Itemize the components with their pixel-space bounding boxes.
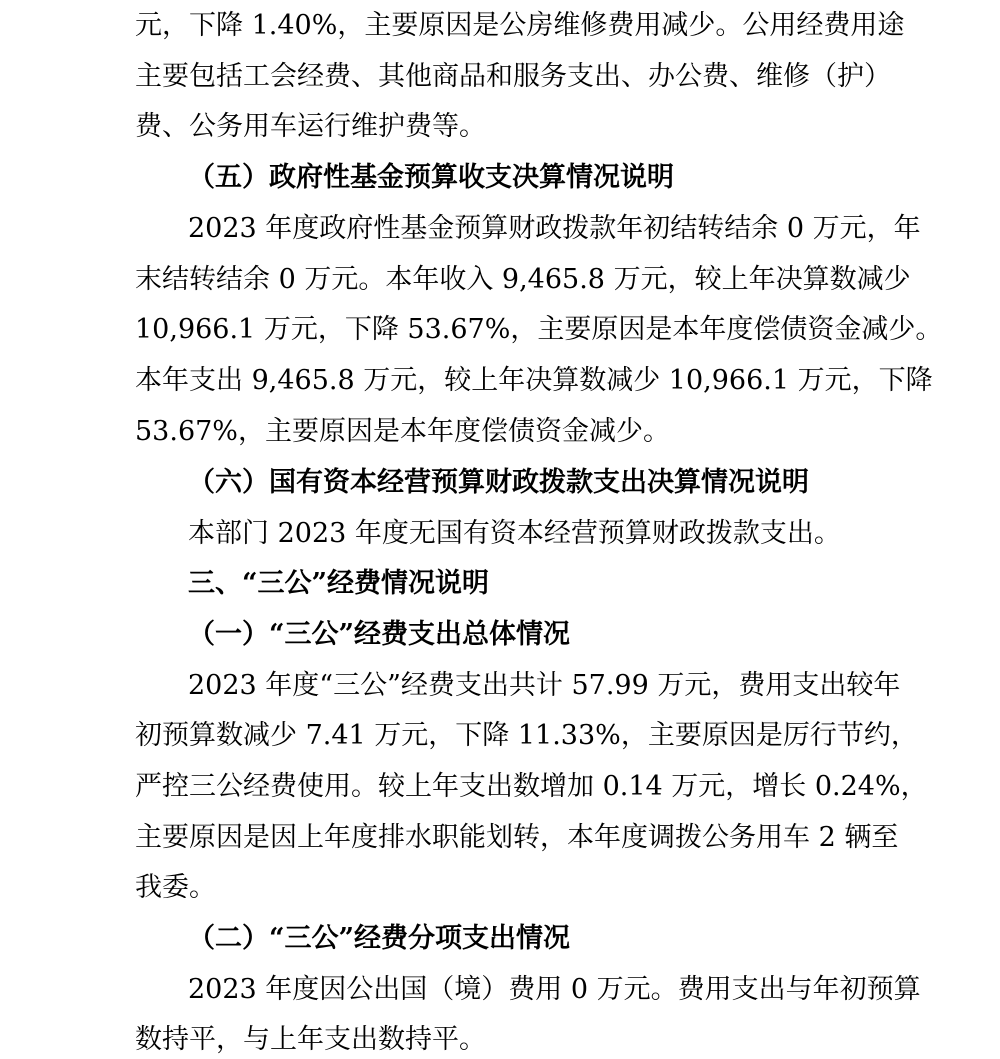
subsection-heading-1: （一）“三公”经费支出总体情况 bbox=[188, 619, 571, 650]
paragraph-line: 2023 年度因公出国（境）费用 0 万元。费用支出与年初预算 bbox=[188, 974, 921, 1005]
paragraph-line: 10,966.1 万元，下降 53.67%，主要原因是本年度偿债资金减少。 bbox=[135, 314, 943, 345]
paragraph-line: 主要原因是因上年度排水职能划转，本年度调拨公务用车 2 辆至 bbox=[135, 822, 899, 853]
paragraph-line: 2023 年度“三公”经费支出共计 57.99 万元，费用支出较年 bbox=[188, 670, 901, 701]
section-heading-5: （五）政府性基金预算收支决算情况说明 bbox=[188, 162, 674, 193]
paragraph-line: 我委。 bbox=[135, 872, 216, 903]
paragraph-line: 初预算数减少 7.41 万元，下降 11.33%，主要原因是厉行节约， bbox=[135, 720, 918, 751]
paragraph-line: 本年支出 9,465.8 万元，较上年决算数减少 10,966.1 万元，下降 bbox=[135, 365, 933, 396]
section-heading-6: （六）国有资本经营预算财政拨款支出决算情况说明 bbox=[188, 467, 809, 498]
paragraph-line: 53.67%，主要原因是本年度偿债资金减少。 bbox=[135, 416, 670, 447]
paragraph-line: 元，下降 1.40%，主要原因是公房维修费用减少。公用经费用途 bbox=[135, 10, 905, 41]
paragraph-line: 本部门 2023 年度无国有资本经营预算财政拨款支出。 bbox=[188, 518, 841, 549]
paragraph-line: 严控三公经费使用。较上年支出数增加 0.14 万元，增长 0.24%， bbox=[135, 771, 928, 802]
paragraph-line: 2023 年度政府性基金预算财政拨款年初结转结余 0 万元，年 bbox=[188, 213, 921, 244]
paragraph-line: 主要包括工会经费、其他商品和服务支出、办公费、维修（护） bbox=[135, 61, 891, 92]
chapter-heading: 三、“三公”经费情况说明 bbox=[188, 568, 490, 599]
paragraph-line: 末结转结余 0 万元。本年收入 9,465.8 万元，较上年决算数减少 bbox=[135, 264, 911, 295]
paragraph-line: 费、公务用车运行维护费等。 bbox=[135, 111, 486, 142]
paragraph-line: 数持平，与上年支出数持平。 bbox=[135, 1024, 486, 1055]
subsection-heading-2: （二）“三公”经费分项支出情况 bbox=[188, 923, 571, 954]
